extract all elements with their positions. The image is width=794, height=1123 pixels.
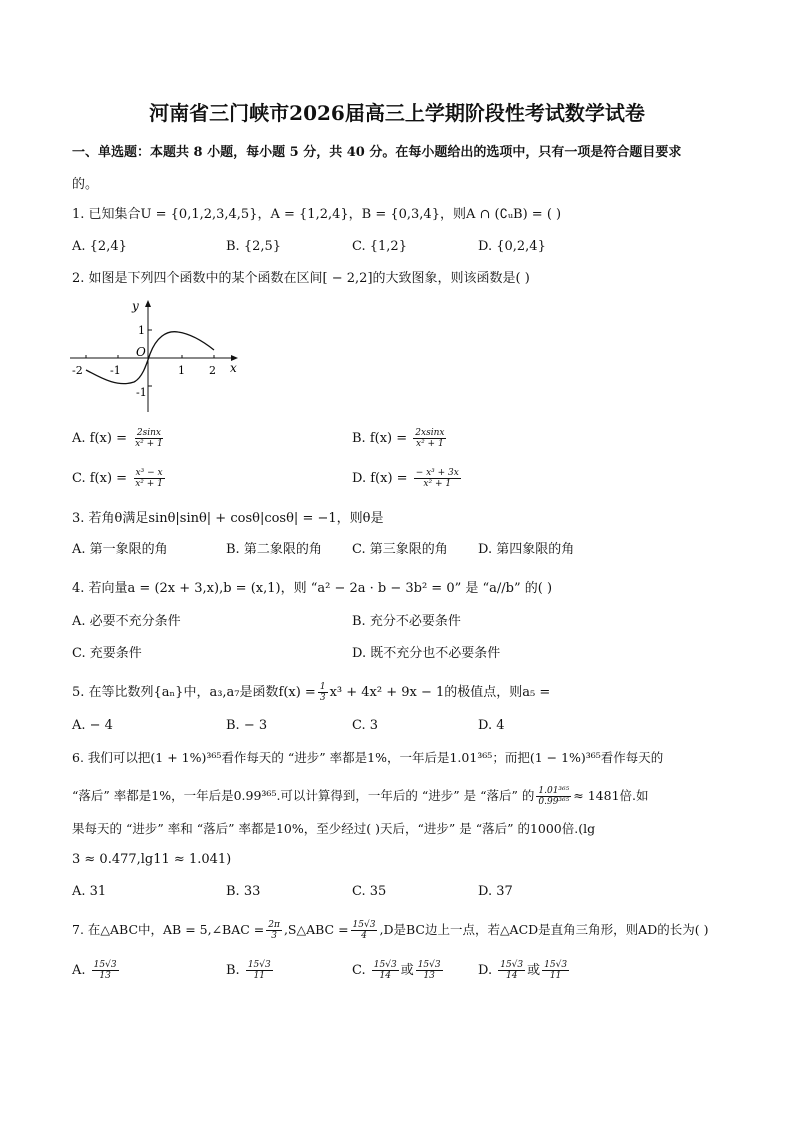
q7-option-d-fraction-2 <box>542 960 569 981</box>
q7-option-c-label: C. <box>352 963 366 978</box>
fraction-denominator: 11 <box>253 971 266 981</box>
q3-option-d: D. 第四象限的角 <box>478 542 575 557</box>
fraction-numerator: 15√3 <box>417 960 441 970</box>
q6-option-d: D. 37 <box>478 884 513 899</box>
q5-option-d: D. 4 <box>478 718 505 733</box>
q6-line-2-pre: “落后” 率都是1%，一年后是0.99³⁶⁵.可以计算得到，一年后的 “进步” 是 “落后” 的 <box>72 788 535 803</box>
x-tick-label: 1 <box>178 364 185 377</box>
q7-angle-fraction <box>266 920 282 941</box>
page-title: 河南省三门峡市2026届高三上学期阶段性考试数学试卷 <box>149 101 645 125</box>
q3-option-c: C. 第三象限的角 <box>352 542 448 557</box>
q2-option-c <box>72 468 167 489</box>
q2-option-d-label: D. f(x) = <box>352 471 408 486</box>
q4-option-c: C. 充要条件 <box>72 646 142 661</box>
q7-option-a <box>72 960 121 981</box>
y-tick-label: 1 <box>138 324 145 337</box>
q1-option-c: C. {1,2} <box>352 239 407 254</box>
q5-option-c: C. 3 <box>352 718 379 733</box>
fraction-denominator: 13 <box>99 971 111 981</box>
q7-option-a-fraction <box>92 960 119 981</box>
q7-option-d <box>478 960 571 981</box>
fraction-denominator: x² + 1 <box>423 479 452 489</box>
q7-option-b-label: B. <box>226 963 240 978</box>
q7-option-b-fraction <box>246 960 273 981</box>
q7-area-fraction <box>351 920 378 941</box>
q7-option-d-fraction-1 <box>498 960 525 981</box>
fraction-denominator: 3 <box>271 931 277 941</box>
q5-stem-pre: 5. 在等比数列{aₙ}中，a₃,a₇是函数f(x) = <box>72 685 316 700</box>
q7-option-d-label: D. <box>478 963 493 978</box>
y-tick-label: -1 <box>136 386 147 399</box>
fraction-denominator: 0.99³⁶⁵ <box>538 797 570 807</box>
origin-label: O <box>136 345 146 359</box>
q2-stem: 2. 如图是下列四个函数中的某个函数在区间[ − 2,2]的大致图象，则该函数是( ) <box>72 271 530 286</box>
q7-option-c-fraction-2 <box>416 960 443 981</box>
q1-stem: 1. 已知集合U = {0,1,2,3,4,5}，A = {1,2,4}，B = {0,3,4}，则A ∩ (∁ᵤB) = ( ) <box>72 207 562 222</box>
q2-option-a <box>72 428 167 449</box>
q5-option-a: A. − 4 <box>72 718 113 733</box>
x-tick-label: -1 <box>110 364 121 377</box>
q2-option-b <box>352 428 448 449</box>
q6-line-3: 果每天的 “进步” 率和 “落后” 率都是10%，至少经过( )天后，“进步” 是 “落后” 的1000倍.(lg <box>72 821 596 836</box>
q2-option-c-label: C. f(x) = <box>72 471 128 486</box>
q5-fraction <box>318 682 328 703</box>
q2-option-d-fraction <box>414 468 461 489</box>
q4-stem: 4. 若向量a = (2x + 3,x),b = (x,1)，则 “a² − 2a · b − 3b² = 0” 是 “a//b” 的( ) <box>72 581 553 596</box>
q3-option-b: B. 第二象限的角 <box>226 542 322 557</box>
q2-option-b-fraction <box>413 428 446 449</box>
q7-stem-pre: 7. 在△ABC中，AB = 5,∠BAC = <box>72 922 265 937</box>
fraction-numerator: 2sinx <box>136 428 161 438</box>
q4-option-d: D. 既不充分也不必要条件 <box>352 646 501 661</box>
q5-stem <box>72 682 550 703</box>
q6-line-2-post: ≈ 1481倍.如 <box>573 788 649 803</box>
fraction-numerator: 15√3 <box>500 960 524 970</box>
q2-option-d <box>352 468 463 489</box>
y-axis-label: y <box>132 299 139 313</box>
q7-stem <box>72 920 708 941</box>
q6-line-4: 3 ≈ 0.477,lg11 ≈ 1.041) <box>72 852 232 867</box>
fraction-numerator: 1.01³⁶⁵ <box>538 786 570 796</box>
q4-option-b: B. 充分不必要条件 <box>352 614 461 629</box>
q3-stem: 3. 若角θ满足sinθ|sinθ| + cosθ|cosθ| = −1，则θ是 <box>72 511 384 526</box>
q1-option-d: D. {0,2,4} <box>478 239 546 254</box>
q2-option-a-fraction <box>133 428 165 449</box>
q7-option-d-or: 或 <box>527 963 541 978</box>
q1-option-a: A. {2,4} <box>72 239 127 254</box>
fraction-denominator: 3 <box>319 693 326 703</box>
q7-option-c <box>352 960 445 981</box>
fraction-denominator: 14 <box>379 971 391 981</box>
fraction-denominator: 13 <box>423 971 435 981</box>
q7-stem-mid: ,S△ABC = <box>283 922 349 937</box>
section-heading: 一、单选题：本题共 8 小题，每小题 5 分，共 40 分。在每小题给出的选项中，只有一项是符合题目要求 <box>72 145 682 160</box>
fraction-numerator: 2xsinx <box>415 428 445 438</box>
section-heading-cont: 的。 <box>72 177 99 192</box>
x-axis-label: x <box>230 361 237 375</box>
fraction-numerator: − x³ + 3x <box>415 468 459 478</box>
q7-option-a-label: A. <box>72 963 86 978</box>
q7-option-c-or: 或 <box>400 963 414 978</box>
q6-fraction <box>536 786 571 807</box>
y-axis-arrow <box>145 300 151 307</box>
fraction-numerator: 15√3 <box>247 960 271 970</box>
x-tick-label: -2 <box>72 364 83 377</box>
q4-option-a: A. 必要不充分条件 <box>72 614 181 629</box>
function-graph <box>68 296 248 416</box>
fraction-numerator: 1 <box>319 682 326 692</box>
fraction-denominator: 4 <box>361 931 367 941</box>
q1-option-b: B. {2,5} <box>226 239 282 254</box>
q6-option-c: C. 35 <box>352 884 387 899</box>
q6-option-a: A. 31 <box>72 884 107 899</box>
q7-option-c-fraction-1 <box>372 960 399 981</box>
q5-option-b: B. − 3 <box>226 718 268 733</box>
fraction-denominator: x² + 1 <box>135 479 163 489</box>
q3-option-a: A. 第一象限的角 <box>72 542 168 557</box>
fraction-denominator: x² + 1 <box>416 439 444 449</box>
q6-line-1: 6. 我们可以把(1 + 1%)³⁶⁵看作每天的 “进步” 率都是1%，一年后是1.01³⁶⁵；而把(1 − 1%)³⁶⁵看作每天的 <box>72 750 664 765</box>
fraction-denominator: 14 <box>505 971 518 981</box>
fraction-numerator: 15√3 <box>373 960 397 970</box>
q2-option-c-fraction <box>133 468 165 489</box>
q7-option-b <box>226 960 275 981</box>
q2-option-a-label: A. f(x) = <box>72 431 127 446</box>
fraction-numerator: 15√3 <box>93 960 117 970</box>
q6-option-b: B. 33 <box>226 884 261 899</box>
q6-line-2 <box>72 786 649 807</box>
fraction-denominator: x² + 1 <box>135 439 163 449</box>
fraction-numerator: 15√3 <box>544 960 568 970</box>
fraction-numerator: 15√3 <box>352 920 376 930</box>
fraction-denominator: 11 <box>549 971 562 981</box>
fraction-numerator: 2π <box>268 920 280 930</box>
x-tick-label: 2 <box>209 364 216 377</box>
q5-stem-post: x³ + 4x² + 9x − 1的极值点，则a₅ = <box>329 685 551 700</box>
fraction-numerator: x³ − x <box>135 468 163 478</box>
q2-option-b-label: B. f(x) = <box>352 431 408 446</box>
q7-stem-post: ,D是BC边上一点，若△ACD是直角三角形，则AD的长为( ) <box>379 922 709 937</box>
